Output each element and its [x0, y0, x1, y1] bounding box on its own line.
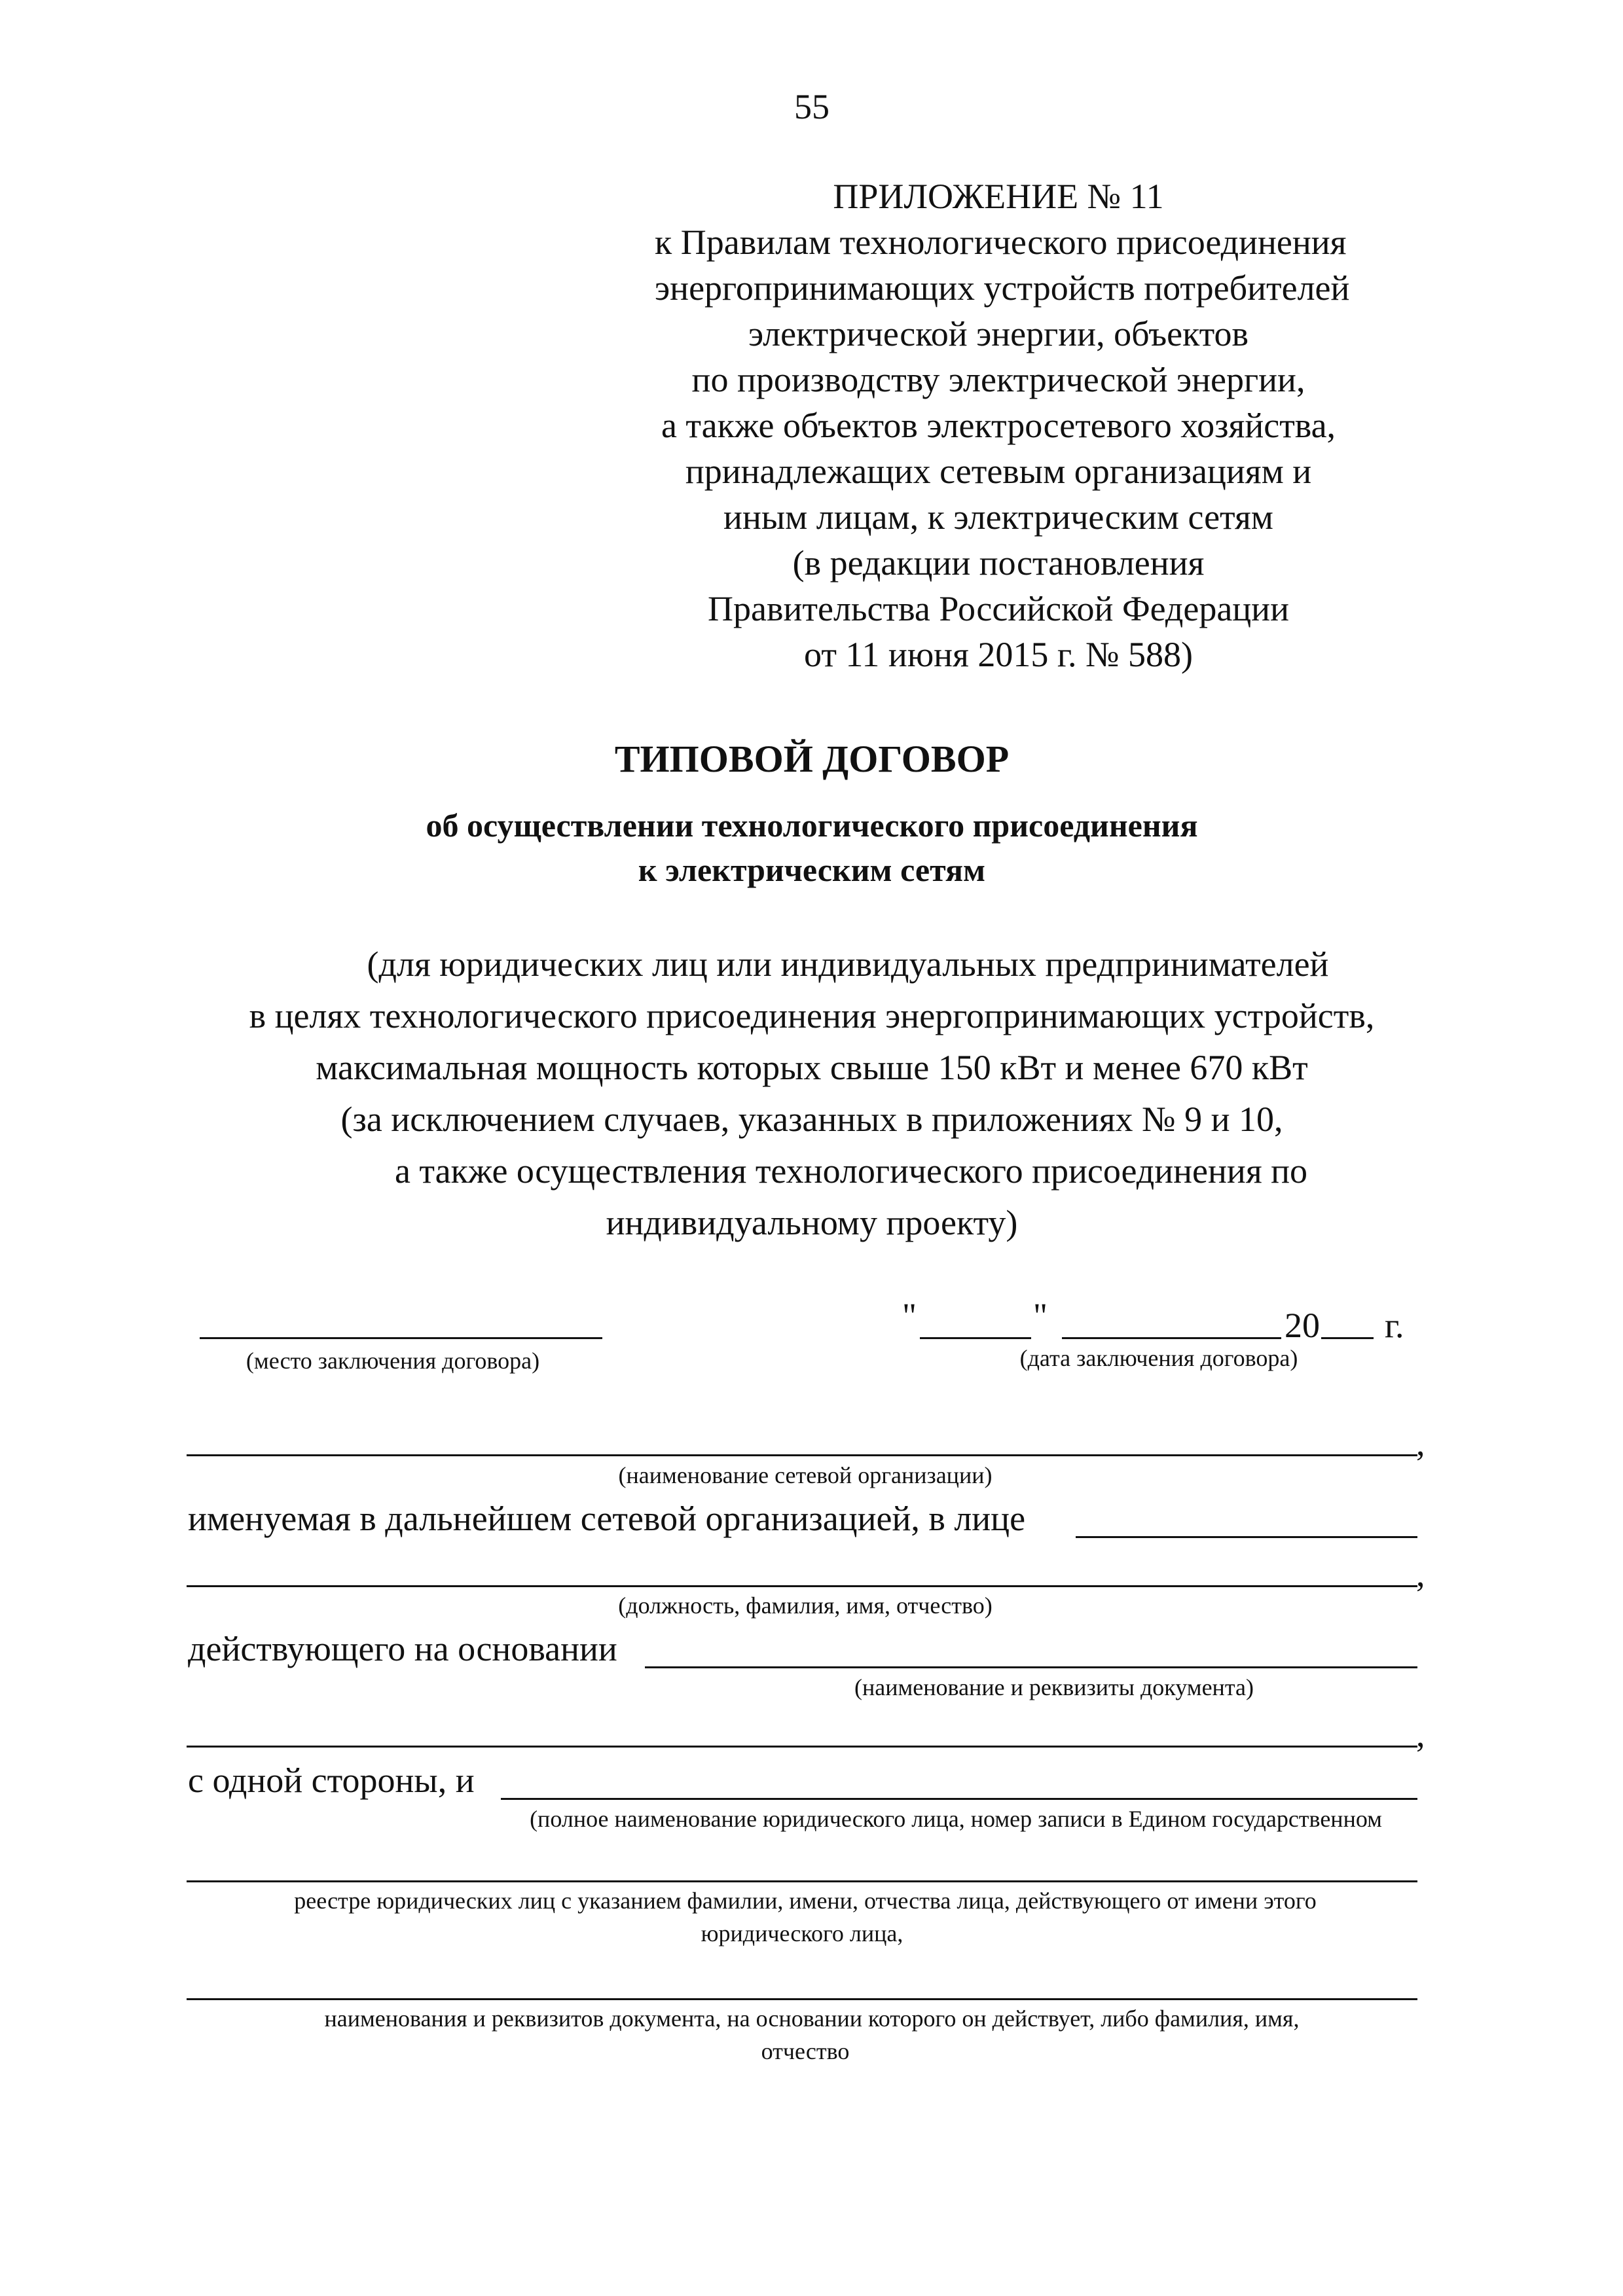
comma: ,	[1416, 1554, 1425, 1594]
comma: ,	[1416, 1715, 1425, 1754]
place-line[interactable]	[200, 1337, 602, 1339]
appendix-line: (в редакции постановления	[792, 543, 1205, 583]
appendix-line: к Правилам технологического присоединения	[655, 223, 1347, 262]
legal-entity-line-3[interactable]	[187, 1998, 1417, 2000]
named-as-text: именуемая в дальнейшем сетевой организацией, в лице	[188, 1499, 1026, 1538]
legal-entity-caption: (полное наименование юридического лица, номер записи в Едином государственном	[530, 1806, 1382, 1832]
appendix-line: Правительства Российской Федерации	[708, 589, 1289, 628]
document-caption: (наименование и реквизиты документа)	[854, 1674, 1254, 1700]
scope-line: (за исключением случаев, указанных в приложениях № 9 и 10,	[340, 1100, 1283, 1139]
date-year-line[interactable]	[1321, 1337, 1374, 1339]
legal-entity-line[interactable]	[501, 1798, 1417, 1800]
legal-entity-line-2[interactable]	[187, 1880, 1417, 1882]
appendix-line: иным лицам, к электрическим сетям	[723, 497, 1273, 537]
appendix-line: энергопринимающих устройств потребителей	[655, 268, 1350, 308]
date-day-line[interactable]	[920, 1337, 1031, 1339]
appendix-header	[655, 173, 1350, 677]
place-caption: (место заключения договора)	[246, 1348, 540, 1374]
appendix-title: ПРИЛОЖЕНИЕ № 11	[833, 177, 1164, 216]
one-side-text: с одной стороны, и	[188, 1761, 475, 1800]
appendix-line: по производству электрической энергии,	[691, 360, 1305, 399]
appendix-line: электрической энергии, объектов	[748, 314, 1249, 353]
contract-subtitle: об осуществлении технологического присоединения	[426, 807, 1198, 844]
appendix-line: а также объектов электросетевого хозяйства,	[661, 406, 1336, 445]
appendix-line: принадлежащих сетевым организациям и	[685, 452, 1312, 491]
legal-entity-caption: реестре юридических лиц с указанием фамилии, имени, отчества лица, действующего от имени этого	[294, 1888, 1317, 1914]
date-caption: (дата заключения договора)	[1019, 1345, 1298, 1371]
date-quote-open: "	[902, 1296, 917, 1335]
acting-basis-text: действующего на основании	[188, 1629, 617, 1668]
network-org-caption: (наименование сетевой организации)	[618, 1462, 993, 1488]
scope-line: индивидуальному проекту)	[606, 1203, 1018, 1242]
legal-entity-caption: отчество	[761, 2038, 850, 2064]
date-quote-close: "	[1033, 1296, 1048, 1335]
contract-title: ТИПОВОЙ ДОГОВОР	[614, 738, 1010, 780]
legal-entity-caption: наименования и реквизитов документа, на основании которого он действует, либо фамилия, имя,	[324, 2005, 1300, 2032]
representative-line-2[interactable]	[187, 1585, 1417, 1587]
appendix-line: от 11 июня 2015 г. № 588)	[804, 635, 1193, 674]
scope-line: в целях технологического присоединения энергопринимающих устройств,	[249, 996, 1375, 1035]
comma: ,	[1416, 1424, 1425, 1463]
representative-line[interactable]	[1076, 1536, 1417, 1538]
legal-entity-caption: юридического лица,	[701, 1920, 903, 1946]
scope-line: (для юридических лиц или индивидуальных предпринимателей	[367, 944, 1329, 984]
scope-line: максимальная мощность которых свыше 150 кВт и менее 670 кВт	[316, 1048, 1308, 1087]
date-year-suffix: г.	[1385, 1306, 1404, 1345]
network-org-line[interactable]	[187, 1454, 1417, 1456]
basis-document-line-2[interactable]	[187, 1746, 1417, 1748]
page-number: 55	[794, 87, 830, 126]
date-month-line[interactable]	[1062, 1337, 1281, 1339]
contract-subtitle: к электрическим сетям	[638, 852, 986, 888]
scope-line: а также осуществления технологического присоединения по	[394, 1151, 1308, 1191]
date-year-prefix: 20	[1285, 1306, 1320, 1345]
basis-document-line[interactable]	[645, 1666, 1417, 1668]
person-caption: (должность, фамилия, имя, отчество)	[618, 1592, 993, 1619]
